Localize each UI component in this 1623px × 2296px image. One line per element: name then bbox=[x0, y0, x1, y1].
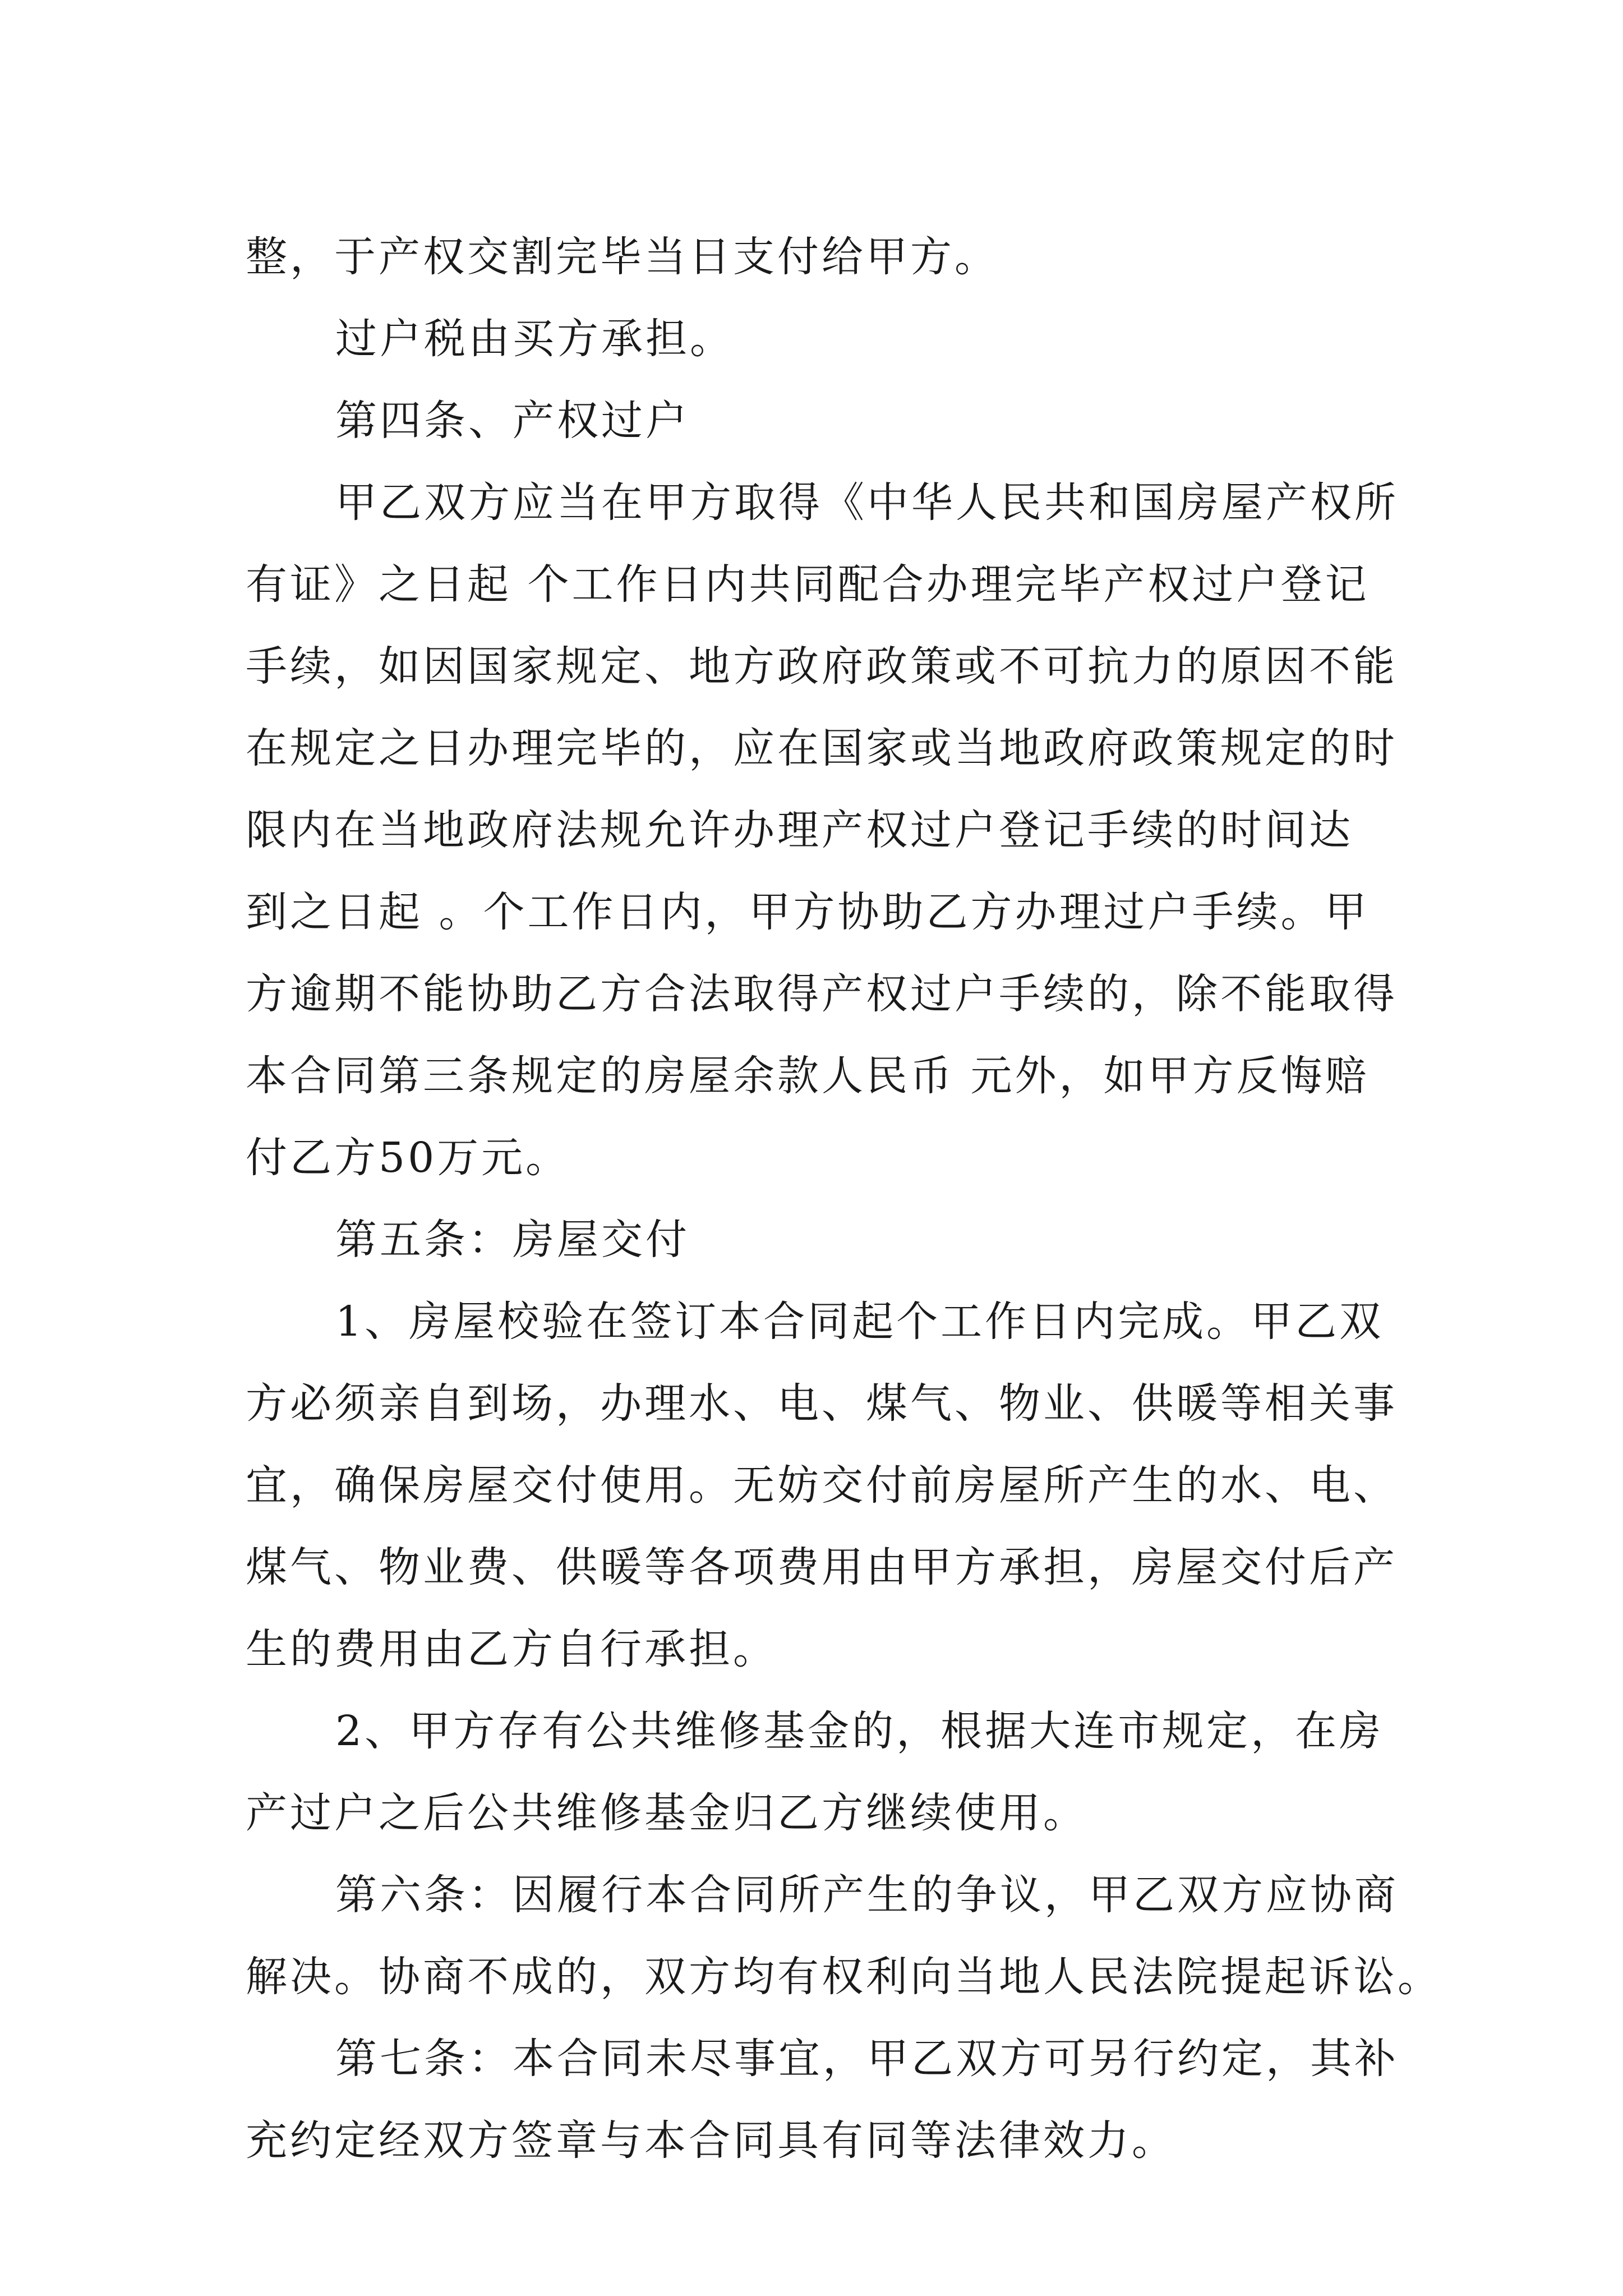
text-line-19: 2、甲方存有公共维修基金的，根据大连市规定，在房 bbox=[335, 1707, 1384, 1755]
text-line-6: 手续，如因国家规定、地方政府政策或不可抗力的原因不能 bbox=[246, 642, 1398, 691]
text-line-7: 在规定之日办理完毕的，应在国家或当地政府政策规定的时 bbox=[246, 724, 1398, 772]
section-article-7: 第七条：本合同未尽事宜，甲乙双方可另行约定，其补 bbox=[335, 2035, 1399, 2083]
text-line-17: 煤气、物业费、供暖等各项费用由甲方承担，房屋交付后产 bbox=[246, 1543, 1398, 1591]
text-line-1: 整，于产权交割完毕当日支付给甲方。 bbox=[246, 233, 999, 281]
section-heading-article-5: 第五条：房屋交付 bbox=[335, 1216, 690, 1264]
text-line-14: 1、房屋校验在签订本合同起个工作日内完成。甲乙双 bbox=[335, 1297, 1384, 1346]
text-line-10: 方逾期不能协助乙方合法取得产权过户手续的，除不能取得 bbox=[246, 970, 1398, 1018]
text-line-5: 有证》之日起 个工作日内共同配合办理完毕产权过户登记 bbox=[246, 560, 1370, 609]
contract-body-text bbox=[246, 216, 1442, 2182]
section-article-6: 第六条：因履行本合同所产生的争议，甲乙双方应协商 bbox=[335, 1871, 1399, 1919]
text-line-15: 方必须亲自到场，办理水、电、煤气、物业、供暖等相关事 bbox=[246, 1379, 1398, 1428]
text-line-2: 过户税由买方承担。 bbox=[335, 315, 734, 363]
text-line-18: 生的费用由乙方自行承担。 bbox=[246, 1625, 777, 1673]
text-line-4: 甲乙双方应当在甲方取得《中华人民共和国房屋产权所 bbox=[335, 478, 1399, 527]
text-line-24: 充约定经双方签章与本合同具有同等法律效力。 bbox=[246, 2116, 1176, 2165]
text-line-11: 本合同第三条规定的房屋余款人民币 元外，如甲方反悔赔 bbox=[246, 1052, 1370, 1100]
text-line-8: 限内在当地政府法规允许办理产权过户登记手续的时间达 bbox=[246, 806, 1353, 854]
text-line-20: 产过户之后公共维修基金归乙方继续使用。 bbox=[246, 1789, 1087, 1837]
text-line-12: 付乙方50万元。 bbox=[246, 1134, 570, 1182]
text-line-16: 宜，确保房屋交付使用。无妨交付前房屋所产生的水、电、 bbox=[246, 1461, 1398, 1510]
text-line-22: 解决。协商不成的，双方均有权利向当地人民法院提起诉讼。 bbox=[246, 1953, 1442, 2001]
text-line-9: 到之日起 。个工作日内，甲方协助乙方办理过户手续。甲 bbox=[246, 888, 1370, 936]
section-heading-article-4: 第四条、产权过户 bbox=[335, 397, 690, 445]
